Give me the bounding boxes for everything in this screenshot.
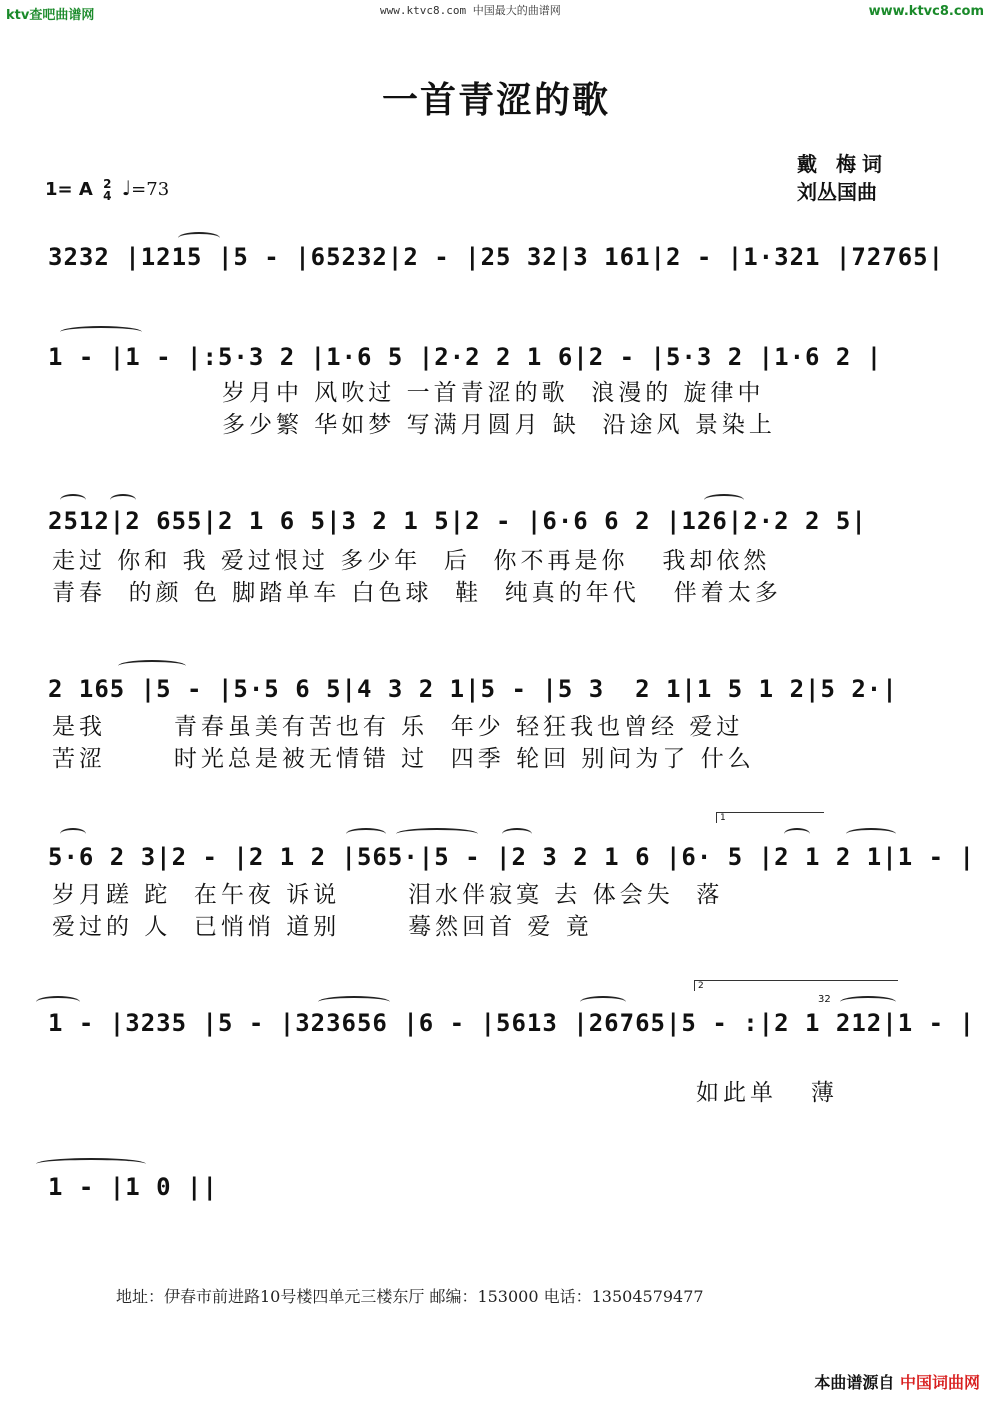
source-prefix: 本曲谱源自 bbox=[814, 1373, 895, 1392]
contact-address: 地址：伊春市前进路10号楼四单元三楼东厅 邮编：153000 电话：13504579477 bbox=[116, 1287, 704, 1306]
lyricist-credit: 戴 梅词 bbox=[797, 152, 888, 176]
first-ending-bracket bbox=[716, 812, 824, 823]
site-header bbox=[0, 0, 992, 22]
notation-line-4: 2 165 |5 - |5·5 6 5|4 3 2 1|5 - |5 3 2 1|1 5 1 2|5 2·| bbox=[48, 675, 898, 703]
notation-line-5: 5·6 2 3|2 - |2 1 2 |565·|5 - |2 3 2 1 6 |6· 5 |2 1 2 1|1 - | bbox=[48, 843, 975, 871]
key-signature bbox=[45, 176, 169, 202]
lyric-line-4-verse-1: 是我 青春虽美有苦也有 乐 年少 轻狂我也曾经 爱过 bbox=[52, 714, 744, 740]
key-label: 1= A bbox=[45, 179, 93, 200]
site-url-right[interactable]: www.ktvc8.com bbox=[868, 4, 984, 19]
source-brand-link[interactable]: 中国词曲网 bbox=[899, 1373, 980, 1392]
source-credit bbox=[814, 1370, 980, 1393]
time-signature bbox=[103, 178, 111, 202]
lyric-line-4-verse-2: 苦涩 时光总是被无情错 过 四季 轮回 别问为了 什么 bbox=[52, 746, 755, 772]
notation-line-7: 1 - |1 0 || bbox=[48, 1173, 218, 1201]
quarter-note-icon: ♩ bbox=[121, 176, 132, 200]
grace-notes: 32 bbox=[818, 994, 831, 1005]
slur-mark bbox=[784, 828, 810, 840]
second-ending-bracket bbox=[694, 980, 898, 991]
notation-line-2: 1 - |1 - |:5·3 2 |1·6 5 |2·2 2 1 6|2 - |5·3 2 |1·6 2 | bbox=[48, 343, 883, 371]
notation-line-6: 1 - |3235 |5 - |323656 |6 - |5613 |26765|5 - :|2 1 212|1 - | bbox=[48, 1009, 975, 1037]
tie-mark bbox=[60, 326, 142, 338]
slur-mark bbox=[60, 828, 86, 840]
notation-line-3: 2512|2 655|2 1 6 5|3 2 1 5|2 - |6·6 6 2 |126|2·2 2 5| bbox=[48, 507, 867, 535]
song-title: 一首青涩的歌 bbox=[381, 80, 610, 121]
lyric-line-3-verse-1: 走过 你和 我 爱过恨过 多少年 后 你不再是你 我却依然 bbox=[52, 548, 771, 574]
lyric-line-5-verse-2: 爱过的 人 已悄悄 道别 蓦然回首 爱 竟 bbox=[52, 914, 593, 940]
site-url-center[interactable]: www.ktvc8.com 中国最大的曲谱网 bbox=[380, 4, 561, 17]
site-logo-left[interactable]: ktv查吧曲谱网 bbox=[6, 8, 95, 23]
tie-mark bbox=[118, 660, 186, 672]
lyric-line-2-verse-1: 岁月中 风吹过 一首青涩的歌 浪漫的 旋律中 bbox=[222, 380, 765, 406]
volta-2-label: 2 bbox=[698, 981, 704, 991]
lyric-line-5-verse-1: 岁月蹉 跎 在午夜 诉说 泪水伴寂寞 去 体会失 落 bbox=[52, 882, 724, 908]
tie-mark bbox=[846, 828, 896, 840]
time-top: 2 bbox=[103, 177, 112, 191]
tempo-value: =73 bbox=[131, 179, 170, 200]
time-bottom: 4 bbox=[103, 189, 112, 203]
tie-mark bbox=[36, 1158, 146, 1170]
tie-mark bbox=[396, 828, 478, 840]
lyric-line-6-solo: 如此单 薄 bbox=[696, 1080, 838, 1106]
notation-line-1: 3232 |1215 |5 - |65232|2 - |25 32|3 161|2 - |1·321 |72765| bbox=[48, 243, 945, 271]
composer-credit: 刘丛国曲 bbox=[797, 180, 877, 204]
slur-mark bbox=[346, 828, 386, 840]
lyric-line-3-verse-2: 青春 的颜 色 脚踏单车 白色球 鞋 纯真的年代 伴着太多 bbox=[52, 580, 782, 606]
volta-1-label: 1 bbox=[720, 813, 726, 823]
lyric-line-2-verse-2: 多少繁 华如梦 写满月圆月 缺 沿途风 景染上 bbox=[222, 412, 776, 438]
slur-mark bbox=[502, 828, 532, 840]
